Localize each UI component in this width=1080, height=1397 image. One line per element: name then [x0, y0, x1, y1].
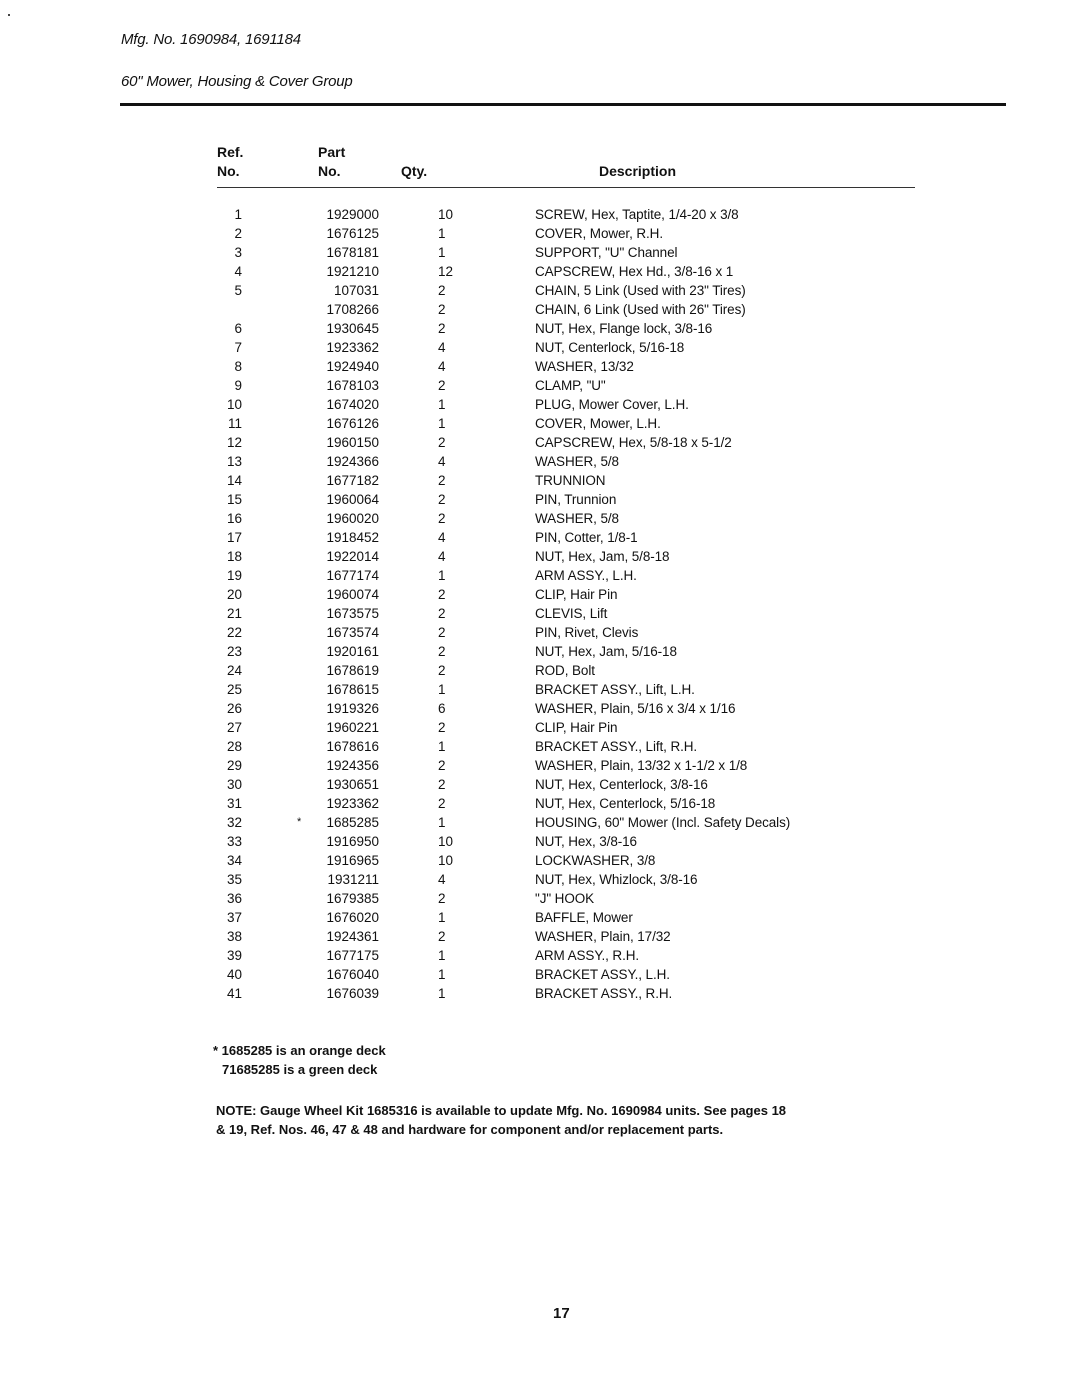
table-row [217, 490, 917, 509]
table-row [217, 319, 917, 338]
ref-no-cell: 8 [234, 359, 242, 374]
part-no-cell: 1676020 [326, 910, 379, 925]
table-row [217, 509, 917, 528]
table-row [217, 300, 917, 319]
table-row [217, 908, 917, 927]
qty-cell: 1 [438, 910, 446, 925]
description-cell: CLAMP, "U" [535, 378, 606, 393]
footnote-green-deck: 71685285 is a green deck [222, 1062, 378, 1077]
scan-speck [8, 14, 10, 16]
table-row [217, 357, 917, 376]
description-cell: WASHER, Plain, 5/16 x 3/4 x 1/16 [535, 701, 736, 716]
qty-cell: 1 [438, 948, 446, 963]
qty-cell: 1 [438, 568, 446, 583]
ref-no-cell: 30 [226, 777, 242, 792]
ref-no-cell: 11 [227, 416, 242, 431]
qty-cell: 2 [438, 644, 446, 659]
description-cell: NUT, Hex, Flange lock, 3/8-16 [535, 321, 713, 336]
ref-no-cell: 4 [234, 264, 242, 279]
part-no-cell: 1918452 [326, 530, 379, 545]
table-row [217, 338, 917, 357]
table-row [217, 889, 917, 908]
description-cell: BRACKET ASSY., Lift, L.H. [535, 682, 695, 697]
table-row [217, 433, 917, 452]
table-row [217, 718, 917, 737]
table-header-divider [217, 187, 915, 188]
qty-cell: 1 [438, 397, 446, 412]
description-cell: NUT, Hex, 3/8-16 [535, 834, 637, 849]
page-number: 17 [553, 1305, 570, 1322]
part-no-cell: 1930651 [326, 777, 379, 792]
part-no-cell: 1685285 [326, 815, 379, 830]
table-row [217, 832, 917, 851]
table-row [217, 927, 917, 946]
ref-no-cell: 27 [226, 720, 242, 735]
ref-no-cell: 9 [234, 378, 242, 393]
ref-no-cell: 3 [234, 245, 242, 260]
ref-no-cell: 19 [226, 568, 242, 583]
table-row [217, 205, 917, 224]
part-no-cell: 1676040 [326, 967, 379, 982]
ref-no-cell: 28 [226, 739, 242, 754]
ref-no-cell: 32 [226, 815, 242, 830]
ref-no-cell: 36 [226, 891, 242, 906]
description-cell: WASHER, 13/32 [535, 359, 634, 374]
description-cell: CLIP, Hair Pin [535, 587, 618, 602]
table-row [217, 965, 917, 984]
part-no-cell: 1678181 [326, 245, 379, 260]
ref-no-cell: 23 [226, 644, 242, 659]
qty-cell: 1 [438, 986, 446, 1001]
description-cell: ARM ASSY., L.H. [535, 568, 637, 583]
table-row [217, 870, 917, 889]
description-cell: NUT, Hex, Jam, 5/16-18 [535, 644, 677, 659]
part-no-cell: 1678103 [326, 378, 379, 393]
header-divider [120, 103, 1006, 106]
description-cell: BRACKET ASSY., R.H. [535, 986, 673, 1001]
qty-cell: 2 [438, 720, 446, 735]
column-header-description: Description [599, 163, 677, 179]
part-no-cell: 1677182 [326, 473, 379, 488]
part-no-cell: 1708266 [326, 302, 379, 317]
deck-color-footnote [213, 1041, 386, 1079]
part-no-cell: 1924366 [326, 454, 379, 469]
part-no-cell: 1678615 [326, 682, 379, 697]
table-row [217, 585, 917, 604]
footnote-orange-deck: * 1685285 is an orange deck [213, 1043, 386, 1058]
table-row [217, 737, 917, 756]
part-no-cell: 1673574 [326, 625, 379, 640]
column-header-ref-line1: Ref. [217, 144, 244, 160]
description-cell: WASHER, Plain, 13/32 x 1-1/2 x 1/8 [535, 758, 748, 773]
part-no-cell: 1678616 [326, 739, 379, 754]
description-cell: HOUSING, 60" Mower (Incl. Safety Decals) [535, 815, 791, 830]
part-no-cell: 1921210 [326, 264, 379, 279]
qty-cell: 1 [438, 226, 446, 241]
table-row [217, 984, 917, 1003]
qty-cell: 2 [438, 473, 446, 488]
description-cell: CLIP, Hair Pin [535, 720, 618, 735]
ref-no-cell: 14 [226, 473, 242, 488]
ref-no-cell: 7 [234, 340, 242, 355]
table-row [217, 813, 917, 832]
ref-no-cell: 26 [226, 701, 242, 716]
ref-no-cell: 41 [226, 986, 242, 1001]
qty-cell: 4 [438, 872, 446, 887]
part-no-cell: 1930645 [326, 321, 379, 336]
table-row [217, 414, 917, 433]
part-no-cell: 1960150 [326, 435, 379, 450]
part-no-cell: 1677174 [326, 568, 379, 583]
ref-no-cell: 33 [226, 834, 242, 849]
ref-no-cell: 37 [226, 910, 242, 925]
ref-no-cell: 16 [226, 511, 242, 526]
part-no-cell: 1676126 [326, 416, 379, 431]
description-cell: PIN, Rivet, Clevis [535, 625, 639, 640]
ref-no-cell: 38 [226, 929, 242, 944]
description-cell: PLUG, Mower Cover, L.H. [535, 397, 689, 412]
part-no-cell: 1679385 [326, 891, 379, 906]
table-row [217, 775, 917, 794]
description-cell: BRACKET ASSY., Lift, R.H. [535, 739, 698, 754]
description-cell: BRACKET ASSY., L.H. [535, 967, 670, 982]
ref-no-cell: 29 [226, 758, 242, 773]
qty-cell: 2 [438, 511, 446, 526]
ref-no-cell: 6 [234, 321, 242, 336]
parts-table [217, 205, 917, 1003]
description-cell: SUPPORT, "U" Channel [535, 245, 678, 260]
ref-no-cell: 24 [226, 663, 242, 678]
table-row [217, 680, 917, 699]
qty-cell: 2 [438, 378, 446, 393]
ref-no-cell: 31 [226, 796, 242, 811]
qty-cell: 4 [438, 359, 446, 374]
part-no-cell: 1674020 [326, 397, 379, 412]
qty-cell: 1 [438, 739, 446, 754]
description-cell: ARM ASSY., R.H. [535, 948, 640, 963]
part-no-cell: 1929000 [326, 207, 379, 222]
description-cell: PIN, Trunnion [535, 492, 617, 507]
part-no-cell: 1923362 [326, 796, 379, 811]
description-cell: TRUNNION [535, 473, 606, 488]
description-cell: COVER, Mower, R.H. [535, 226, 663, 241]
table-row [217, 452, 917, 471]
table-row [217, 395, 917, 414]
part-no-cell: 1916950 [326, 834, 379, 849]
ref-no-cell: 25 [226, 682, 242, 697]
part-no-cell: 1931211 [327, 872, 379, 887]
part-no-cell: 1673575 [326, 606, 379, 621]
part-star-marker: * [297, 816, 302, 828]
table-row [217, 642, 917, 661]
qty-cell: 4 [438, 530, 446, 545]
qty-cell: 2 [438, 758, 446, 773]
qty-cell: 10 [438, 834, 454, 849]
part-no-cell: 1677175 [326, 948, 379, 963]
qty-cell: 2 [438, 929, 446, 944]
qty-cell: 4 [438, 549, 446, 564]
qty-cell: 2 [438, 283, 446, 298]
table-row [217, 661, 917, 680]
ref-no-cell: 21 [226, 606, 242, 621]
part-no-cell: 1924940 [326, 359, 379, 374]
description-cell: NUT, Hex, Centerlock, 5/16-18 [535, 796, 716, 811]
table-row [217, 794, 917, 813]
ref-no-cell: 35 [226, 872, 242, 887]
part-no-cell: 1924361 [326, 929, 379, 944]
qty-cell: 1 [438, 967, 446, 982]
column-header-qty: Qty. [401, 163, 428, 179]
description-cell: WASHER, 5/8 [535, 511, 619, 526]
qty-cell: 2 [438, 321, 446, 336]
ref-no-cell: 2 [234, 226, 242, 241]
table-row [217, 376, 917, 395]
ref-no-cell: 20 [226, 587, 242, 602]
note-line-1: NOTE: Gauge Wheel Kit 1685316 is available to update Mfg. No. 1690984 units. See pages 18 [216, 1103, 787, 1118]
table-row [217, 699, 917, 718]
table-row [217, 243, 917, 262]
qty-cell: 2 [438, 606, 446, 621]
ref-no-cell: 10 [226, 397, 242, 412]
table-row [217, 547, 917, 566]
qty-cell: 2 [438, 492, 446, 507]
part-no-cell: 1678619 [326, 663, 379, 678]
qty-cell: 1 [438, 245, 446, 260]
ref-no-cell: 17 [226, 530, 242, 545]
ref-no-cell: 18 [226, 549, 242, 564]
description-cell: PIN, Cotter, 1/8-1 [535, 530, 638, 545]
column-header-part-no [318, 143, 345, 181]
description-cell: COVER, Mower, L.H. [535, 416, 661, 431]
part-no-cell: 1960020 [326, 511, 379, 526]
ref-no-cell: 1 [234, 207, 242, 222]
qty-cell: 2 [438, 625, 446, 640]
part-no-cell: 1960221 [326, 720, 379, 735]
description-cell: NUT, Hex, Jam, 5/8-18 [535, 549, 670, 564]
note-line-2: & 19, Ref. Nos. 46, 47 & 48 and hardware for component and/or replacement parts. [216, 1122, 724, 1137]
table-row [217, 566, 917, 585]
qty-cell: 2 [438, 587, 446, 602]
description-cell: WASHER, 5/8 [535, 454, 619, 469]
table-row [217, 262, 917, 281]
ref-no-cell: 15 [226, 492, 242, 507]
table-row [217, 946, 917, 965]
part-no-cell: 1924356 [326, 758, 379, 773]
table-row [217, 281, 917, 300]
qty-cell: 2 [438, 663, 446, 678]
part-no-cell: 1676039 [326, 986, 379, 1001]
column-header-ref-no [217, 143, 243, 181]
qty-cell: 2 [438, 796, 446, 811]
description-cell: CAPSCREW, Hex Hd., 3/8-16 x 1 [535, 264, 734, 279]
ref-no-cell: 34 [226, 853, 242, 868]
column-header-part-line2: No. [318, 163, 341, 179]
description-cell: BAFFLE, Mower [535, 910, 633, 925]
table-row [217, 623, 917, 642]
description-cell: ROD, Bolt [535, 663, 595, 678]
qty-cell: 1 [438, 416, 446, 431]
qty-cell: 6 [438, 701, 446, 716]
column-header-ref-line2: No. [217, 163, 240, 179]
description-cell: LOCKWASHER, 3/8 [535, 853, 656, 868]
description-cell: SCREW, Hex, Taptite, 1/4-20 x 3/8 [535, 207, 739, 222]
description-cell: CHAIN, 5 Link (Used with 23" Tires) [535, 283, 746, 298]
description-cell: CHAIN, 6 Link (Used with 26" Tires) [535, 302, 746, 317]
part-no-cell: 107031 [333, 283, 379, 298]
description-cell: NUT, Hex, Centerlock, 3/8-16 [535, 777, 708, 792]
qty-cell: 12 [438, 264, 454, 279]
qty-cell: 4 [438, 454, 446, 469]
qty-cell: 2 [438, 302, 446, 317]
description-cell: CLEVIS, Lift [535, 606, 608, 621]
ref-no-cell: 5 [234, 283, 242, 298]
ref-no-cell: 13 [226, 454, 242, 469]
ref-no-cell: 39 [226, 948, 242, 963]
table-row [217, 604, 917, 623]
qty-cell: 1 [438, 682, 446, 697]
table-row [217, 528, 917, 547]
description-cell: "J" HOOK [535, 891, 595, 906]
part-no-cell: 1960074 [326, 587, 379, 602]
part-no-cell: 1922014 [326, 549, 379, 564]
part-no-cell: 1919326 [326, 701, 379, 716]
ref-no-cell: 22 [226, 625, 242, 640]
part-no-cell: 1960064 [326, 492, 379, 507]
qty-cell: 2 [438, 435, 446, 450]
part-no-cell: 1920161 [326, 644, 379, 659]
table-row [217, 851, 917, 870]
part-no-cell: 1923362 [326, 340, 379, 355]
column-header-part-line1: Part [318, 144, 346, 160]
description-cell: NUT, Centerlock, 5/16-18 [535, 340, 685, 355]
gauge-wheel-note [216, 1101, 936, 1139]
qty-cell: 4 [438, 340, 446, 355]
group-title: 60" Mower, Housing & Cover Group [121, 73, 353, 90]
mfg-number-heading: Mfg. No. 1690984, 1691184 [121, 31, 301, 48]
ref-no-cell: 40 [226, 967, 242, 982]
qty-cell: 2 [438, 891, 446, 906]
description-cell: CAPSCREW, Hex, 5/8-18 x 5-1/2 [535, 435, 732, 450]
table-row [217, 224, 917, 243]
table-row [217, 756, 917, 775]
qty-cell: 1 [438, 815, 446, 830]
ref-no-cell: 12 [226, 435, 242, 450]
qty-cell: 2 [438, 777, 446, 792]
qty-cell: 10 [438, 207, 454, 222]
description-cell: NUT, Hex, Whizlock, 3/8-16 [535, 872, 698, 887]
part-no-cell: 1916965 [326, 853, 379, 868]
qty-cell: 10 [438, 853, 454, 868]
part-no-cell: 1676125 [326, 226, 379, 241]
description-cell: WASHER, Plain, 17/32 [535, 929, 671, 944]
table-row [217, 471, 917, 490]
